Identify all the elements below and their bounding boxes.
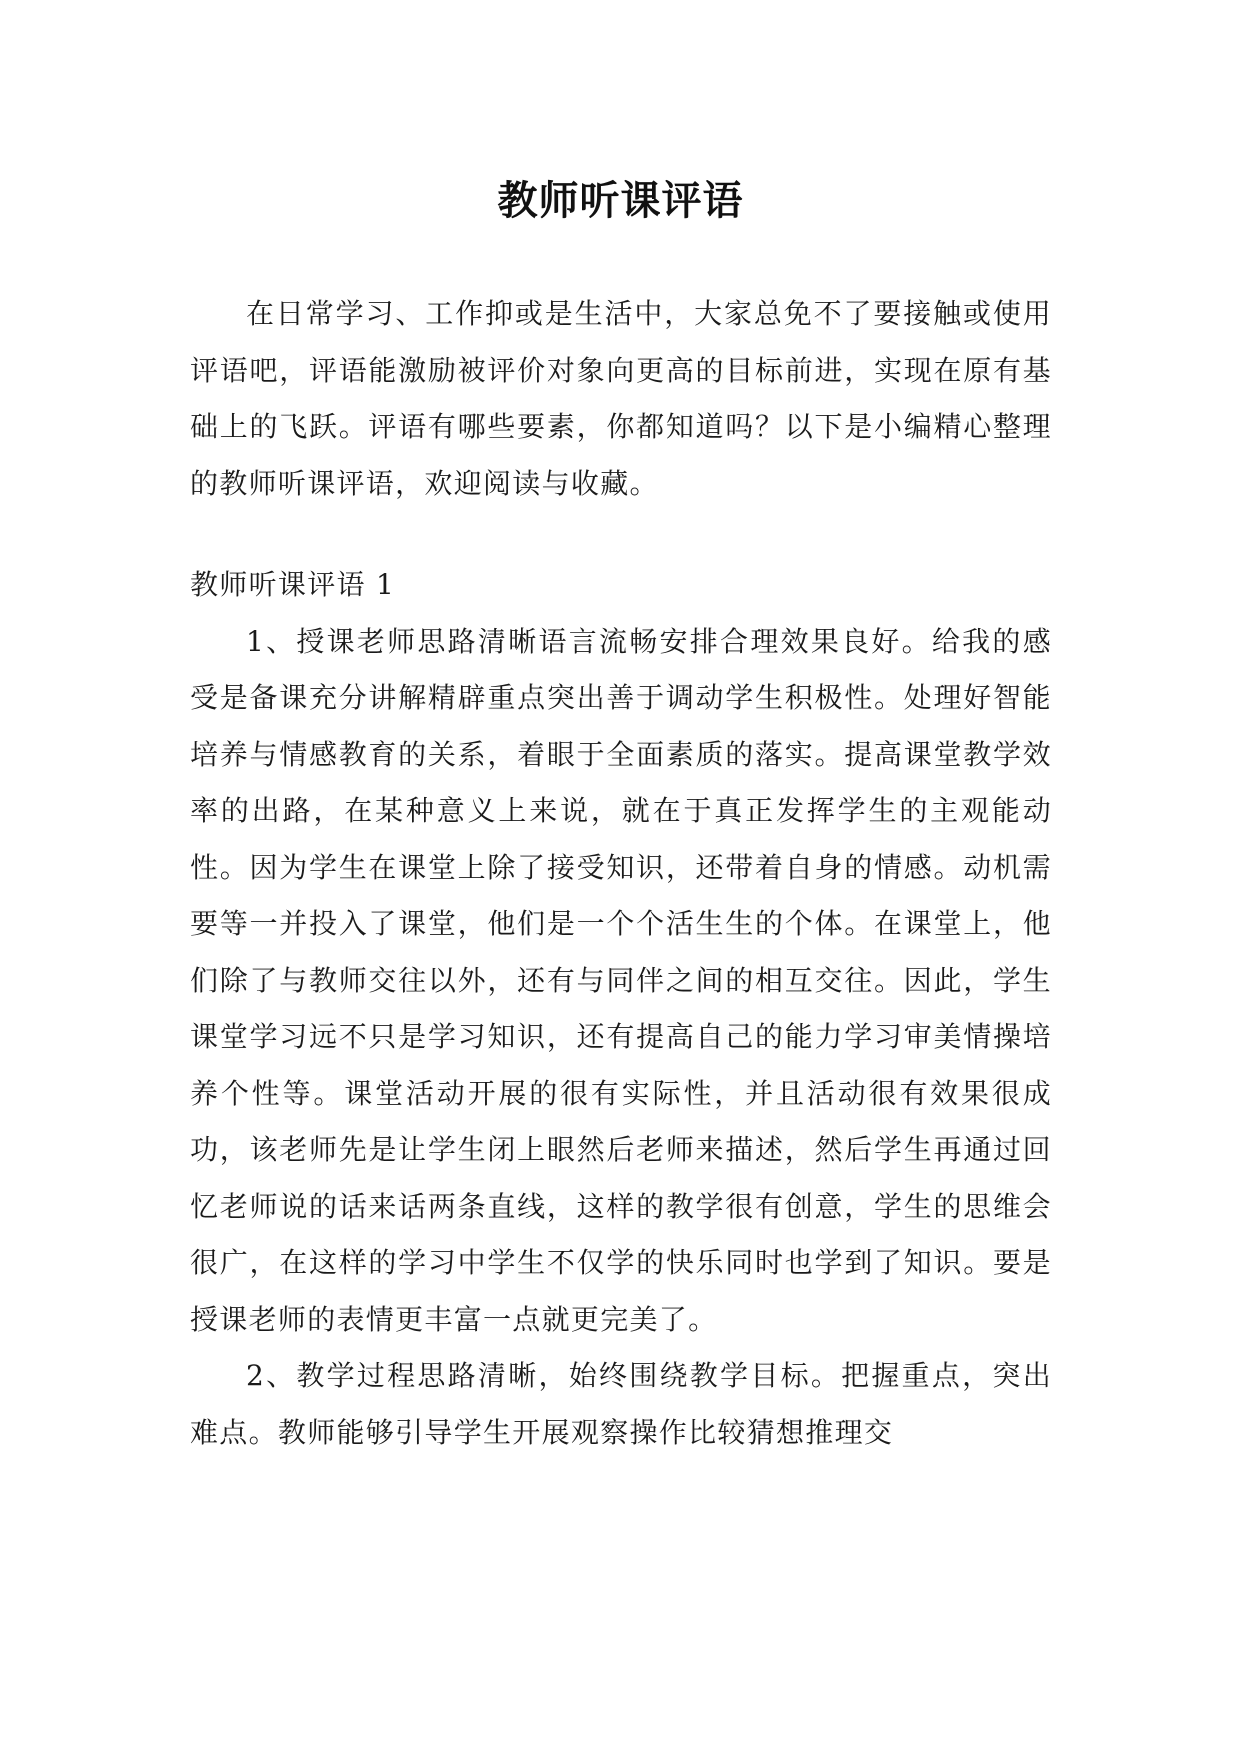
body-paragraph-2: 2、教学过程思路清晰，始终围绕教学目标。把握重点，突出难点。教师能够引导学生开展观察操作比较猜想推理交 [190, 1359, 1052, 1449]
document-body [190, 286, 1052, 1461]
body-paragraph-1: 1、授课老师思路清晰语言流畅安排合理效果良好。给我的感受是备课充分讲解精辟重点突出善于调动学生积极性。处理好智能培养与情感教育的关系，着眼于全面素质的落实。提高课堂教学效率的出路，在某种意义上来说，就在于真正发挥学生的主观能动性。因为学生在课堂上除了接受知识，还带着自身的情感。动机需要等一并投入了课堂，他们是一个个活生生的个体。在课堂上，他们除了与教师交往以外，还有与同伴之间的相互交往。因此，学生课堂学习远不只是学习知识，还有提高自己的能力学习审美情操培养个性等。课堂活动开展的很有实际性，并且活动很有效果很成功，该老师先是让学生闭上眼然后老师来描述，然后学生再通过回忆老师说的话来话两条直线，这样的教学很有创意，学生的思维会很广，在这样的学习中学生不仅学的快乐同时也学到了知识。要是授课老师的表情更丰富一点就更完美了。 [190, 624, 1052, 1336]
document-title: 教师听课评语 [497, 176, 744, 224]
intro-paragraph: 在日常学习、工作抑或是生活中，大家总免不了要接触或使用评语吧，评语能激励被评价对象向更高的目标前进，实现在原有基础上的飞跃。评语有哪些要素，你都知道吗？以下是小编精心整理的教师听课评语，欢迎阅读与收藏。 [190, 297, 1052, 500]
section-heading: 教师听课评语 1 [190, 568, 396, 601]
